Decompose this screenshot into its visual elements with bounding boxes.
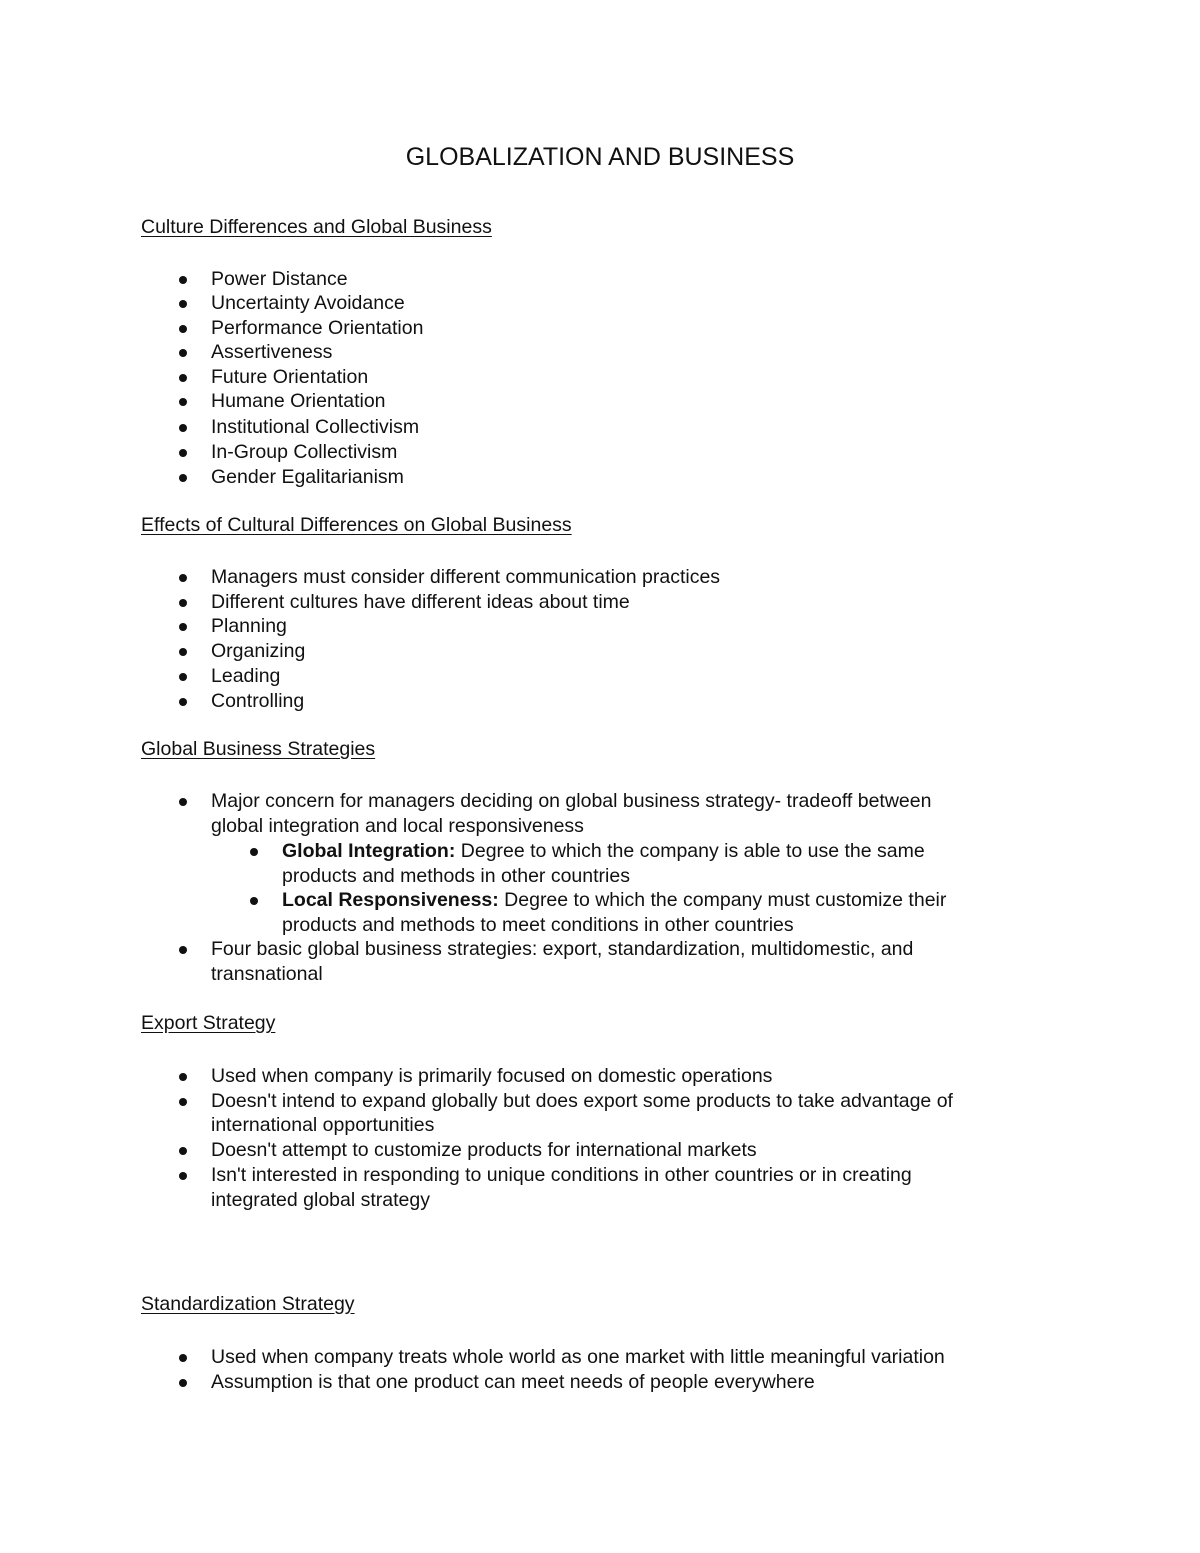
list-item: Different cultures have different ideas about time <box>211 591 630 613</box>
page-title: GLOBALIZATION AND BUSINESS <box>405 143 795 171</box>
bullet-icon <box>179 623 187 631</box>
bullet-icon <box>179 1098 187 1106</box>
bullet-icon <box>179 1172 187 1180</box>
term-global-integration: Global Integration: <box>282 840 456 862</box>
list-item: Uncertainty Avoidance <box>211 292 405 314</box>
bullet-icon <box>179 1354 187 1362</box>
sub-list-item-continuation: products and methods to meet conditions in other countries <box>282 914 794 936</box>
list-item: Leading <box>211 665 281 687</box>
bullet-icon <box>179 300 187 308</box>
list-item: Isn't interested in responding to unique conditions in other countries or in creating <box>211 1164 912 1186</box>
list-item: Power Distance <box>211 268 348 290</box>
list-item-continuation: global integration and local responsiveness <box>211 815 584 837</box>
term-local-responsiveness: Local Responsiveness: <box>282 889 499 911</box>
list-item: Future Orientation <box>211 366 369 388</box>
list-item: Assumption is that one product can meet needs of people everywhere <box>211 1371 815 1393</box>
list-item: Gender Egalitarianism <box>211 466 404 488</box>
bullet-icon <box>179 698 187 706</box>
bullet-icon <box>179 349 187 357</box>
list-item: Four basic global business strategies: export, standardization, multidomestic, and <box>211 938 914 960</box>
bullet-icon <box>179 374 187 382</box>
list-item-continuation: international opportunities <box>211 1114 435 1136</box>
list-item-continuation: integrated global strategy <box>211 1189 430 1211</box>
list-item: In-Group Collectivism <box>211 441 398 463</box>
section-heading-effects: Effects of Cultural Differences on Global Business <box>141 514 572 536</box>
list-item: Performance Orientation <box>211 317 424 339</box>
list-item: Managers must consider different communication practices <box>211 566 721 588</box>
bullet-icon <box>250 897 258 905</box>
bullet-icon <box>179 474 187 482</box>
bullet-icon <box>250 848 258 856</box>
sub-list-item-local-responsiveness <box>282 888 946 913</box>
definition-text: Degree to which the company must customize their <box>498 889 947 911</box>
bullet-icon <box>179 424 187 432</box>
section-heading-culture: Culture Differences and Global Business <box>141 216 492 238</box>
bullet-icon <box>179 648 187 656</box>
section-heading-standardization: Standardization Strategy <box>141 1293 355 1315</box>
list-item: Planning <box>211 615 287 637</box>
bullet-icon <box>179 1073 187 1081</box>
sub-list-item-continuation: products and methods in other countries <box>282 865 630 887</box>
sub-list-item-global-integration <box>282 839 925 864</box>
list-item: Used when company treats whole world as one market with little meaningful variation <box>211 1346 945 1368</box>
bullet-icon <box>179 398 187 406</box>
bullet-icon <box>179 798 187 806</box>
bullet-icon <box>179 574 187 582</box>
bullet-icon <box>179 1147 187 1155</box>
bullet-icon <box>179 276 187 284</box>
list-item: Doesn't attempt to customize products for international markets <box>211 1139 757 1161</box>
definition-text: Degree to which the company is able to use the same <box>455 840 925 862</box>
list-item: Organizing <box>211 640 306 662</box>
section-heading-export: Export Strategy <box>141 1012 276 1034</box>
section-heading-strategies: Global Business Strategies <box>141 738 376 760</box>
bullet-icon <box>179 325 187 333</box>
list-item: Controlling <box>211 690 305 712</box>
bullet-icon <box>179 946 187 954</box>
list-item: Assertiveness <box>211 341 333 363</box>
list-item-continuation: transnational <box>211 963 323 985</box>
list-item: Major concern for managers deciding on global business strategy- tradeoff between <box>211 790 932 812</box>
bullet-icon <box>179 673 187 681</box>
bullet-icon <box>179 1379 187 1387</box>
list-item: Institutional Collectivism <box>211 416 420 438</box>
list-item: Doesn't intend to expand globally but does export some products to take advantage of <box>211 1090 953 1112</box>
list-item: Humane Orientation <box>211 390 386 412</box>
bullet-icon <box>179 449 187 457</box>
list-item: Used when company is primarily focused on domestic operations <box>211 1065 773 1087</box>
bullet-icon <box>179 599 187 607</box>
